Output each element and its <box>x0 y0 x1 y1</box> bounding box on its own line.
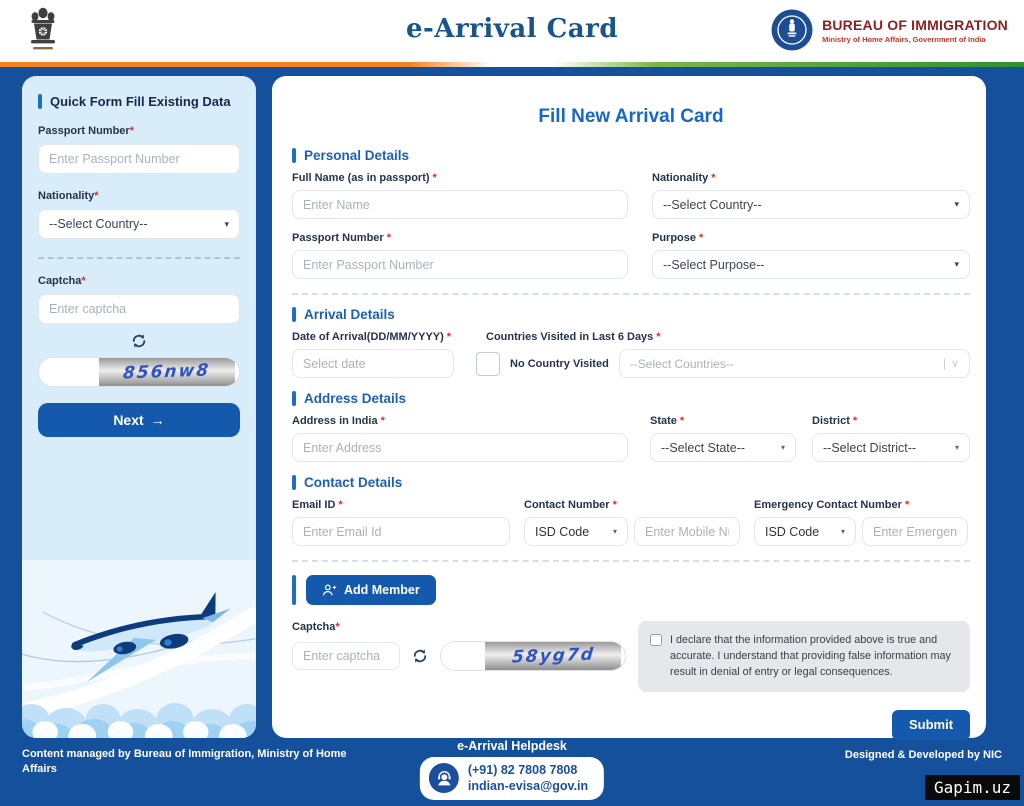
quick-fill-heading: Quick Form Fill Existing Data <box>50 94 231 109</box>
countries-multiselect[interactable]: --Select Countries-- | ∨ <box>619 349 970 378</box>
captcha-label: Captcha* <box>292 621 340 633</box>
district-select[interactable]: --Select District-- ▾ <box>812 433 970 462</box>
mobile-number-input[interactable] <box>634 517 740 546</box>
section-personal-details: Personal Details <box>304 148 410 163</box>
accent-bar <box>292 307 296 322</box>
captcha-refresh-button[interactable] <box>412 648 428 664</box>
required-marker: * <box>432 172 437 184</box>
headset-icon <box>429 763 459 793</box>
nationality-select[interactable]: --Select Country-- ▾ <box>652 190 970 219</box>
nationality-label: Nationality * <box>652 172 716 184</box>
purpose-label: Purpose * <box>652 232 704 244</box>
required-marker: * <box>904 499 910 511</box>
required-marker: * <box>380 415 385 427</box>
section-contact-details: Contact Details <box>304 475 403 490</box>
required-marker: * <box>338 499 343 511</box>
captcha-image <box>38 357 240 387</box>
accent-bar <box>38 94 42 109</box>
refresh-icon <box>131 333 147 349</box>
declaration-text: I declare that the information provided above is true and accurate. I understand that providing false information may result in denial of entry or legal consequences. <box>670 634 951 679</box>
required-marker: * <box>129 125 134 137</box>
required-marker: * <box>612 499 617 511</box>
required-marker: * <box>699 232 704 244</box>
state-label: State * <box>650 415 685 427</box>
passport-input[interactable] <box>38 144 240 174</box>
airplane-illustration <box>22 560 256 738</box>
chevron-down-icon: ▾ <box>954 199 959 209</box>
captcha-image <box>440 641 626 671</box>
required-marker: * <box>386 232 391 244</box>
arrival-date-input[interactable] <box>292 349 454 378</box>
full-name-input[interactable] <box>292 190 628 219</box>
watermark: Gapim.uz <box>925 775 1020 800</box>
page-title: e-Arrival Card <box>405 14 619 44</box>
passport-label: Passport Number* <box>38 125 134 137</box>
helpdesk-email[interactable]: indian-evisa@gov.in <box>467 779 589 794</box>
chevron-down-icon: ▾ <box>954 443 959 452</box>
tricolor-stripe <box>0 62 1024 67</box>
nationality-select[interactable]: --Select Country-- ▾ <box>38 209 240 239</box>
chevron-down-icon: ▾ <box>224 218 229 229</box>
helpdesk <box>420 739 604 800</box>
chevron-down-icon: ∨ <box>950 358 959 370</box>
helpdesk-phone[interactable]: (+91) 82 7808 7808 <box>467 763 578 777</box>
next-button[interactable]: Next → <box>38 403 240 437</box>
required-marker: * <box>711 172 716 184</box>
arrow-right-icon: → <box>150 412 165 428</box>
arrival-card-form <box>272 76 986 738</box>
add-member-button[interactable]: Add Member <box>306 575 436 605</box>
passport-number-input[interactable] <box>292 250 628 279</box>
bureau-logo <box>770 8 1008 52</box>
refresh-icon <box>412 648 428 664</box>
helpdesk-title: e-Arrival Helpdesk <box>457 739 567 753</box>
address-label: Address in India * <box>292 415 385 427</box>
chevron-down-icon: ▾ <box>840 527 845 536</box>
divider <box>292 293 970 295</box>
chevron-down-icon: ▾ <box>612 527 617 536</box>
helpdesk-pill <box>420 757 604 800</box>
emergency-contact-label: Emergency Contact Number * <box>754 499 910 511</box>
header <box>0 0 1024 62</box>
accent-bar <box>292 148 296 163</box>
required-marker: * <box>335 621 340 633</box>
footer-managed-by: Content managed by Bureau of Immigration, Ministry of Home Affairs <box>22 748 347 776</box>
captcha-label: Captcha* <box>38 275 86 287</box>
quick-fill-panel <box>22 76 256 738</box>
bureau-seal-icon <box>770 8 814 52</box>
required-marker: * <box>446 331 452 343</box>
email-label: Email ID * <box>292 499 343 511</box>
captcha-input[interactable] <box>38 294 240 324</box>
india-emblem-icon <box>26 6 60 59</box>
chevron-down-icon: ▾ <box>780 443 785 452</box>
nationality-label: Nationality* <box>38 190 99 202</box>
required-marker: * <box>656 331 661 343</box>
accent-bar <box>292 475 296 490</box>
submit-button[interactable]: Submit <box>892 710 970 740</box>
captcha-code: 856nw8 <box>122 360 212 384</box>
required-marker: * <box>679 415 685 427</box>
declaration-panel <box>638 621 970 692</box>
email-input[interactable] <box>292 517 510 546</box>
bureau-title: BUREAU OF IMMIGRATION <box>822 16 1008 33</box>
divider <box>292 560 970 562</box>
captcha-input[interactable] <box>292 642 400 670</box>
contact-number-label: Contact Number * <box>524 499 617 511</box>
section-address-details: Address Details <box>304 391 407 406</box>
captcha-code: 58yg7d <box>510 644 596 668</box>
accent-bar <box>292 391 296 406</box>
no-country-checkbox[interactable] <box>476 352 500 376</box>
captcha-refresh-button[interactable] <box>38 333 240 349</box>
contact-isd-select[interactable]: ISD Code ▾ <box>524 517 628 546</box>
required-marker: * <box>852 415 858 427</box>
footer-designed-by: Designed & Developed by NIC <box>844 749 1002 761</box>
purpose-select[interactable]: --Select Purpose-- ▾ <box>652 250 970 279</box>
form-title: Fill New Arrival Card <box>538 106 724 127</box>
district-label: District * <box>812 415 858 427</box>
separator: | <box>943 357 946 370</box>
person-add-icon <box>322 583 337 598</box>
arrival-date-label: Date of Arrival(DD/MM/YYYY) * <box>292 331 452 343</box>
required-marker: * <box>81 275 86 287</box>
divider <box>38 257 240 259</box>
full-name-label: Full Name (as in passport) * <box>292 172 437 184</box>
state-select[interactable]: --Select State-- ▾ <box>650 433 796 462</box>
countries-visited-label: Countries Visited in Last 6 Days * <box>486 331 661 343</box>
emergency-isd-select[interactable]: ISD Code ▾ <box>754 517 856 546</box>
address-input[interactable] <box>292 433 628 462</box>
passport-number-label: Passport Number * <box>292 232 391 244</box>
no-country-label: No Country Visited <box>510 357 609 370</box>
accent-bar <box>292 575 296 605</box>
chevron-down-icon: ▾ <box>954 259 959 269</box>
required-marker: * <box>94 190 99 202</box>
declaration-checkbox[interactable] <box>650 634 662 646</box>
section-arrival-details: Arrival Details <box>304 307 395 322</box>
emergency-number-input[interactable] <box>862 517 968 546</box>
bureau-subtitle: Ministry of Home Affairs, Government of India <box>822 34 986 44</box>
